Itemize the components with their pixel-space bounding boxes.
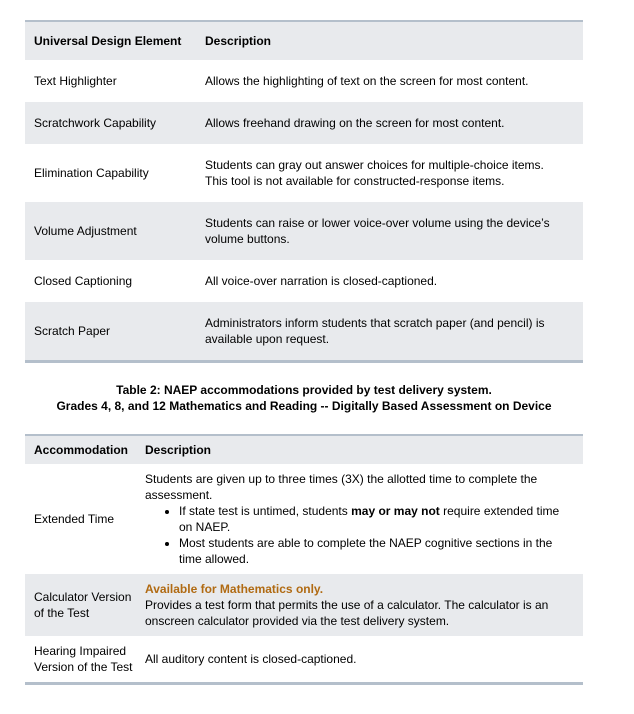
table2-caption [25, 382, 583, 414]
row-description: Administrators inform students that scratch paper (and pencil) is available upon request. [205, 316, 545, 346]
extended-time-intro: Students are given up to three times (3X) the allotted time to complete the assessment. [145, 472, 538, 502]
accommodations-table [25, 434, 583, 685]
row-accommodation-label: Extended Time [34, 512, 115, 526]
row-element-label: Elimination Capability [34, 166, 149, 180]
row-description: Allows freehand drawing on the screen for most content. [205, 116, 505, 130]
table-row [25, 202, 583, 260]
row-description: All voice-over narration is closed-captioned. [205, 274, 438, 288]
mathematics-only-note: Available for Mathematics only. [145, 582, 324, 596]
row-element-label: Scratchwork Capability [34, 116, 157, 130]
row-element-label: Closed Captioning [34, 274, 133, 288]
table-row-hearing-impaired [25, 636, 583, 684]
bullet-text: Most students are able to complete the NAEP cognitive sections in the time allowed. [179, 536, 553, 566]
row-accommodation-label: Calculator Version of the Test [34, 590, 132, 620]
universal-design-table [25, 20, 583, 363]
bullet-text: require extended time on NAEP. [179, 504, 560, 534]
caption-line-1: Table 2: NAEP accommodations provided by test delivery system. [116, 383, 492, 397]
calculator-description: Provides a test form that permits the use of a calculator. The calculator is an onscreen calculator provided via the test delivery system. [145, 598, 549, 628]
table-row [25, 144, 583, 202]
table1-header-description: Description [205, 34, 272, 48]
list-item [179, 503, 571, 535]
table-row [25, 102, 583, 144]
list-item [179, 535, 571, 567]
row-description: Students can gray out answer choices for multiple-choice items. This tool is not available for constructed-response items. [205, 158, 544, 188]
bullet-text: If state test is untimed, students [179, 504, 352, 518]
table2-header-row [25, 435, 583, 464]
table-row [25, 60, 583, 102]
table2-header-accommodation: Accommodation [34, 443, 129, 457]
row-element-label: Volume Adjustment [34, 224, 137, 238]
table1-header-row [25, 21, 583, 60]
row-element-label: Text Highlighter [34, 74, 117, 88]
table-row-calculator [25, 574, 583, 636]
table-row [25, 302, 583, 362]
table2-header-description: Description [145, 443, 212, 457]
row-description [145, 574, 583, 636]
row-description [145, 464, 583, 574]
row-description: Students can raise or lower voice-over volume using the device’s volume buttons. [205, 216, 550, 246]
table1-header-element: Universal Design Element [34, 34, 182, 48]
table-row [25, 260, 583, 302]
row-accommodation-label: Hearing Impaired Version of the Test [34, 644, 133, 674]
row-description: All auditory content is closed-captioned. [145, 652, 357, 666]
bullet-text-bold: may or may not [351, 504, 440, 518]
extended-time-bullet-list [145, 503, 571, 567]
row-description: Allows the highlighting of text on the screen for most content. [205, 74, 529, 88]
row-element-label: Scratch Paper [34, 324, 111, 338]
caption-line-2: Grades 4, 8, and 12 Mathematics and Reading -- Digitally Based Assessment on Device [56, 399, 552, 413]
table-row-extended-time [25, 464, 583, 574]
